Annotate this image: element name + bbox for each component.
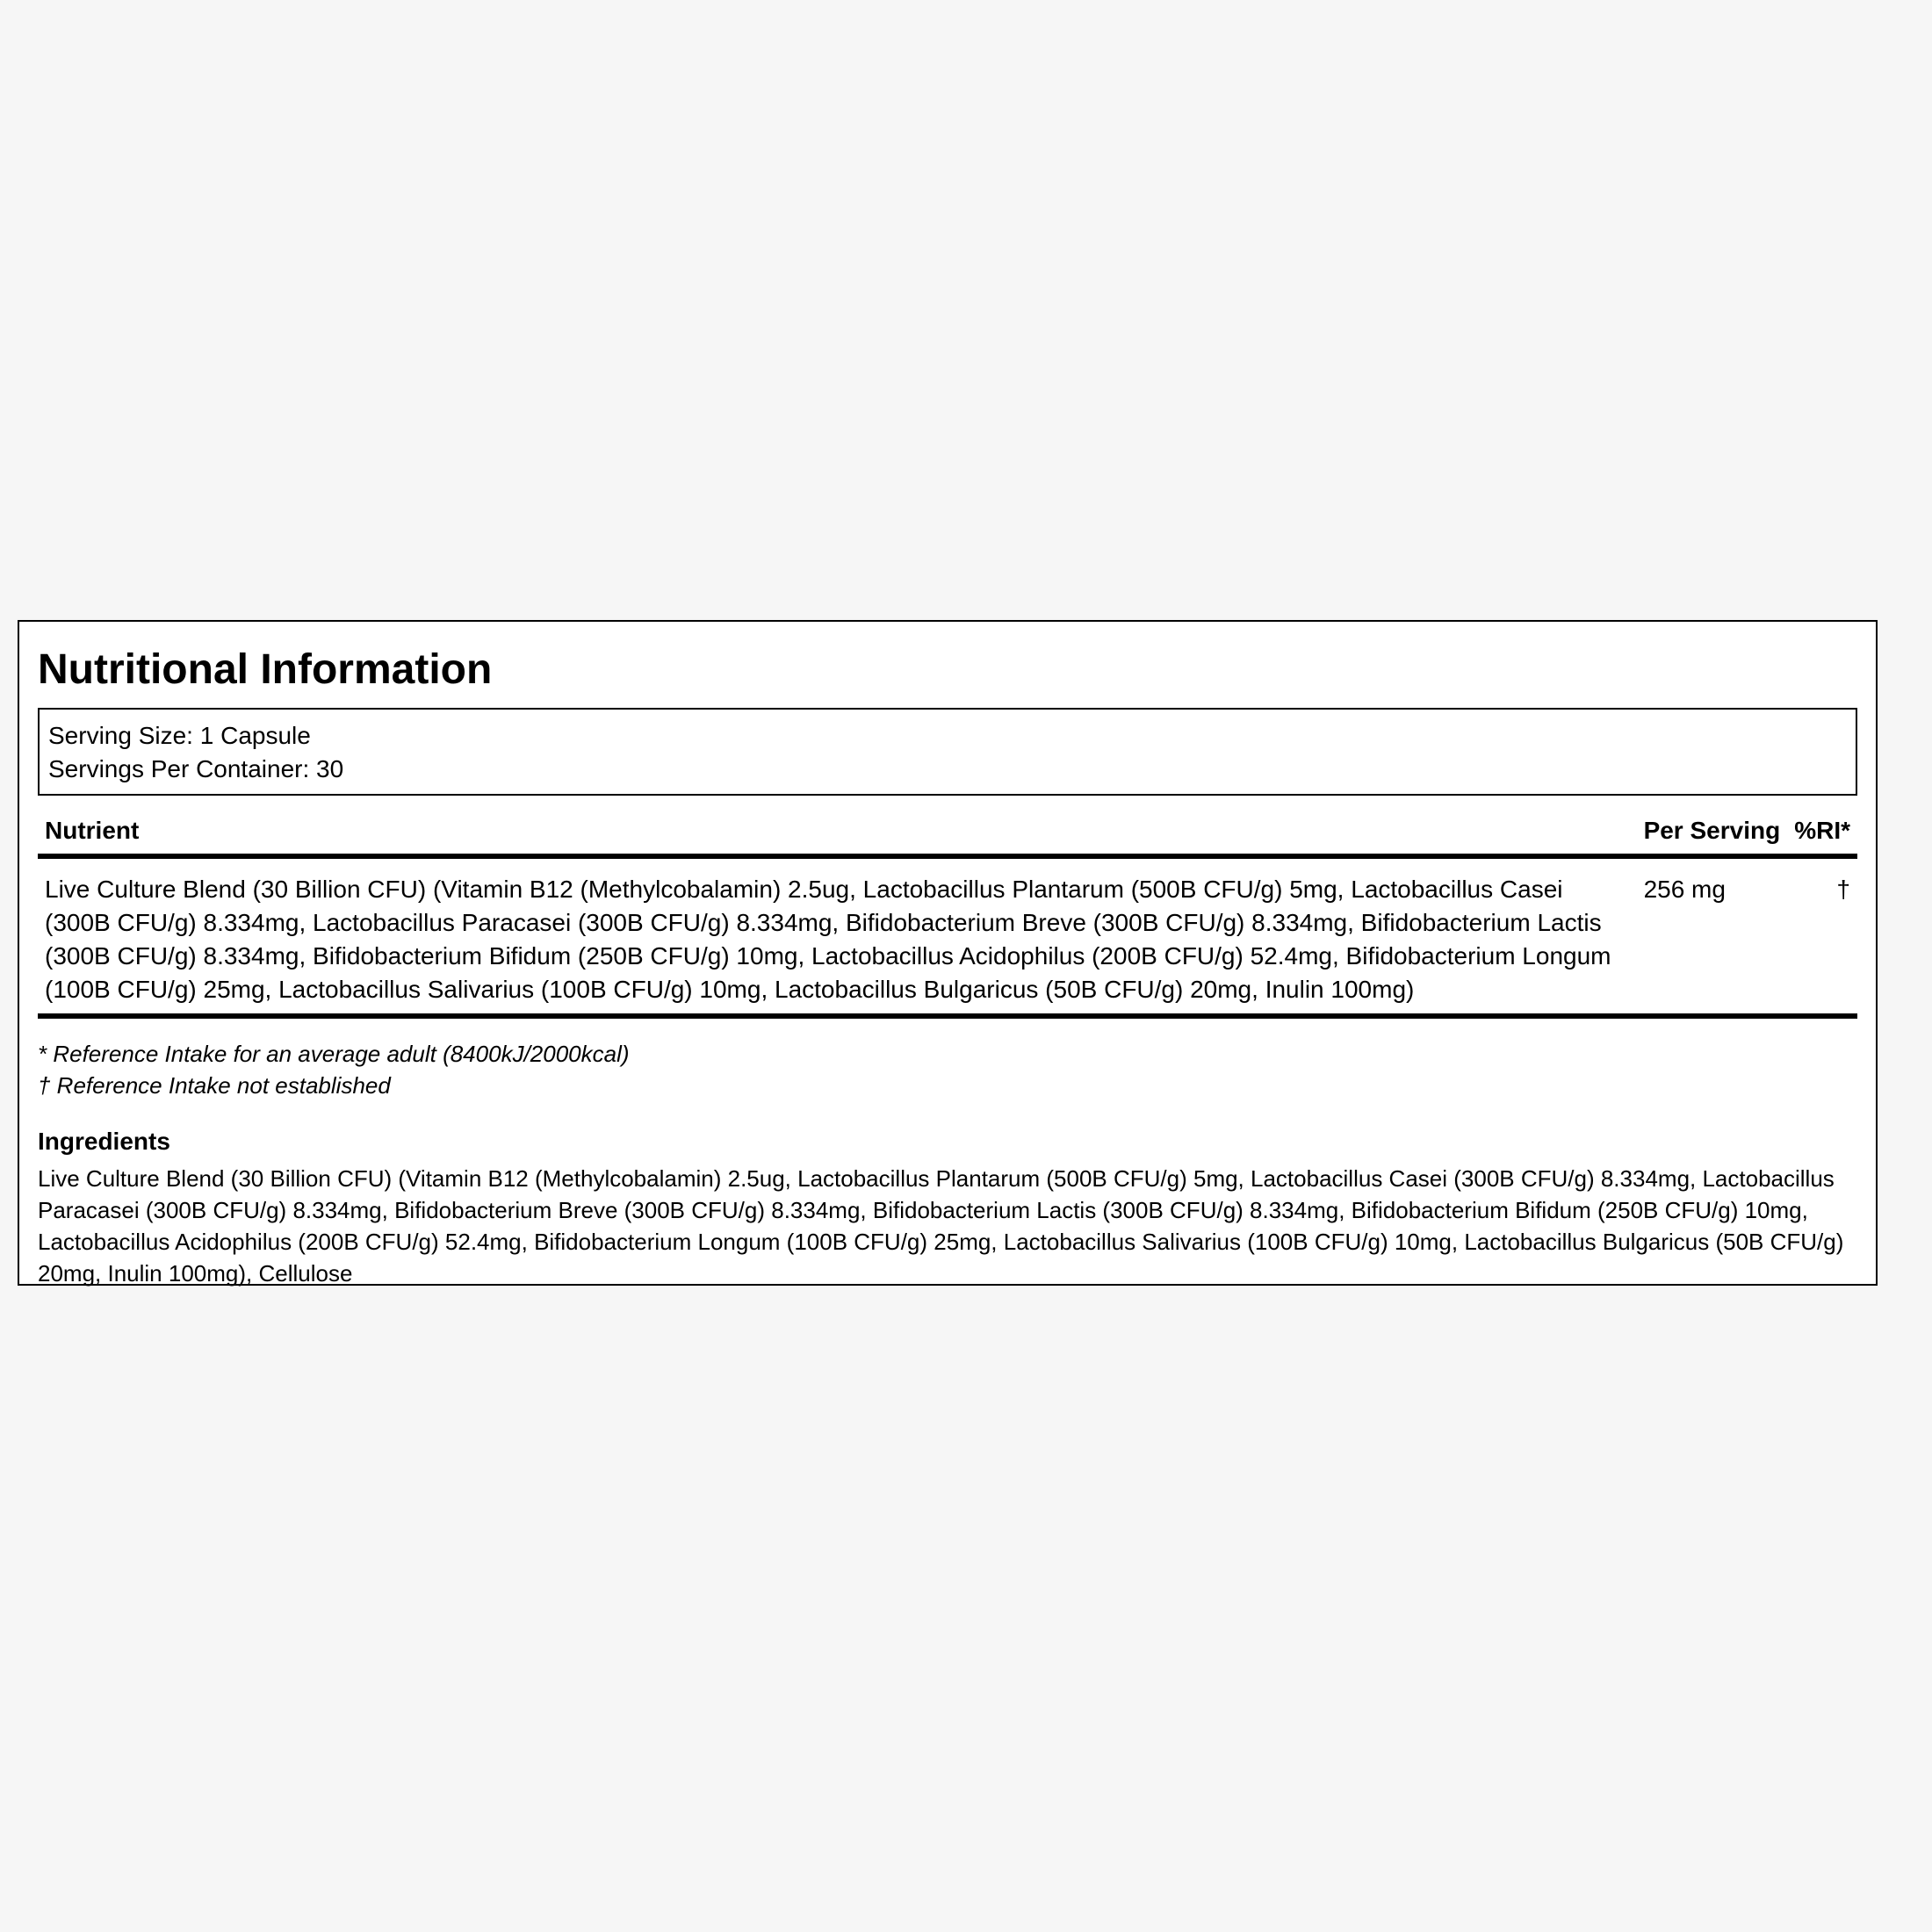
serving-size: Serving Size: 1 Capsule [48,722,311,749]
nutrient-column-header: Nutrient [38,815,1637,856]
reference-intake-note: * Reference Intake for an average adult (8400kJ/2000kcal) [38,1041,630,1067]
table-row [38,856,1857,1016]
servings-per-container: Servings Per Container: 30 [48,755,344,782]
nutrient-table [38,815,1857,1019]
ri-cell: † [1787,856,1857,1016]
label-title: Nutritional Information [38,646,493,693]
per-serving-column-header: Per Serving [1637,815,1788,856]
nutrient-table-header-row [38,815,1857,856]
nutrient-cell: Live Culture Blend (30 Billion CFU) (Vitamin B12 (Methylcobalamin) 2.5ug, Lactobacillus Plantarum (500B CFU/g) 5mg, Lactobacillus Casei (300B CFU/g) 8.334mg, Lactobacillus Paracasei (300B CFU/g) 8.334mg, Bifidobacterium Breve (300B CFU/g) 8.334mg, Bifidobacterium Lactis (300B CFU/g) 8.334mg, Bifidobacterium Bifidum (250B CFU/g) 10mg, Lactobacillus Acidophilus (200B CFU/g) 52.4mg, Bifidobacterium Longum (100B CFU/g) 25mg, Lactobacillus Salivarius (100B CFU/g) 10mg, Lactobacillus Bulgaricus (50B CFU/g) 20mg, Inulin 100mg) [38,856,1637,1016]
ingredients-heading: Ingredients [38,1128,170,1155]
not-established-note: † Reference Intake not established [38,1072,391,1099]
per-serving-cell: 256 mg [1637,856,1788,1016]
ri-column-header: %RI* [1787,815,1857,856]
ingredients-text: Live Culture Blend (30 Billion CFU) (Vitamin B12 (Methylcobalamin) 2.5ug, Lactobacillus Plantarum (500B CFU/g) 5mg, Lactobacillus Casei (300B CFU/g) 8.334mg, Lactobacillus Paracasei (300B CFU/g) 8.334mg, Bifidobacterium Breve (300B CFU/g) 8.334mg, Bifidobacterium Lactis (300B CFU/g) 8.334mg, Bifidobacterium Bifidum (250B CFU/g) 10mg, Lactobacillus Acidophilus (200B CFU/g) 52.4mg, Bifidobacterium Longum (100B CFU/g) 25mg, Lactobacillus Salivarius (100B CFU/g) 10mg, Lactobacillus Bulgaricus (50B CFU/g) 20mg, Inulin 100mg), Cellulose [38,1165,1844,1287]
serving-info-box [38,708,1857,796]
nutrition-label [18,620,1878,1286]
footnotes [38,1038,1857,1101]
